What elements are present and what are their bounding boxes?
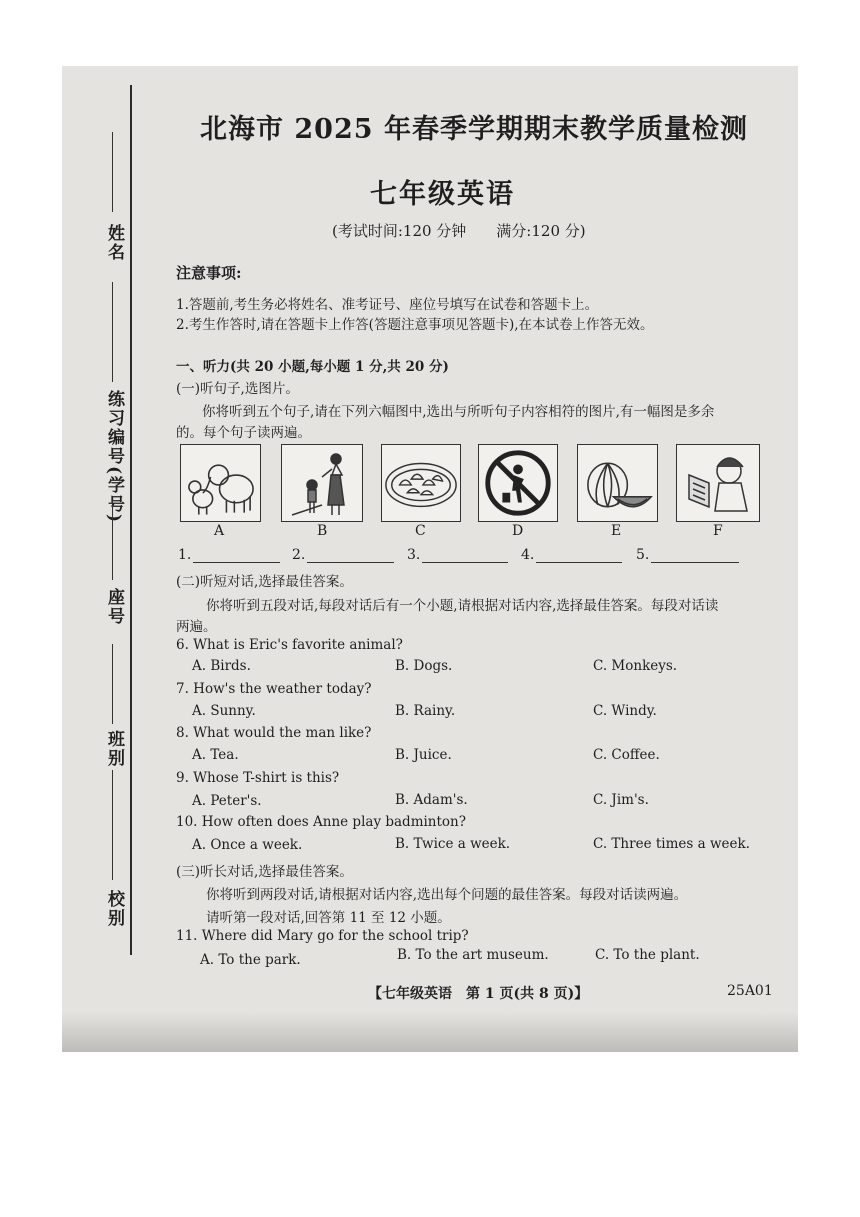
instruction-text: 的。每个句子读两遍。: [176, 425, 311, 441]
option-a[interactable]: A. Tea.: [192, 747, 239, 763]
side-blank-name: [112, 132, 113, 212]
question-text: 11. Where did Mary go for the school trip?: [176, 928, 469, 944]
picture-d: [478, 444, 558, 522]
side-blank-seat: [112, 500, 113, 580]
side-label-school: 校别: [104, 890, 124, 928]
option-a[interactable]: A. Sunny.: [192, 703, 256, 719]
part-heading: (一)听句子,选图片。: [176, 381, 299, 397]
question-text: 6. What is Eric's favorite animal?: [176, 637, 403, 653]
exam-paper-photo: [62, 66, 798, 1052]
exam-info: (考试时间:120 分钟 满分:120 分): [332, 222, 586, 240]
picture-label: F: [713, 523, 723, 539]
elephants-icon: [181, 445, 260, 521]
notes-heading: 注意事项:: [176, 264, 242, 282]
option-b[interactable]: B. Adam's.: [395, 792, 468, 808]
side-label-student-id: 练习编号(学号): [104, 390, 124, 525]
instruction-text: 你将听到五段对话,每段对话后有一个小题,请根据对话内容,选择最佳答案。每段对话读: [206, 598, 719, 614]
answer-blank[interactable]: [193, 562, 280, 563]
note-item: 1.答题前,考生务必将姓名、准考证号、座位号填写在试卷和答题卡上。: [176, 297, 599, 313]
picture-c: [381, 444, 461, 522]
paper-code: 25A01: [727, 983, 773, 999]
question-text: 8. What would the man like?: [176, 725, 372, 741]
option-c[interactable]: C. Coffee.: [593, 747, 660, 763]
section-heading: 一、听力(共 20 小题,每小题 1 分,共 20 分): [176, 359, 449, 375]
question-text: 10. How often does Anne play badminton?: [176, 814, 466, 830]
option-a[interactable]: A. To the park.: [200, 952, 301, 968]
option-a[interactable]: A. Birds.: [192, 658, 251, 674]
answer-blank[interactable]: [651, 562, 739, 563]
answer-number: 5.: [636, 547, 650, 563]
picture-label: B: [317, 523, 328, 539]
option-b[interactable]: B. Twice a week.: [395, 836, 511, 852]
exam-title: 北海市 2025 年春季学期期末教学质量检测: [200, 114, 748, 145]
side-blank-student-id: [112, 282, 113, 382]
instruction-text: 你将听到五个句子,请在下列六幅图中,选出与所听句子内容相符的图片,有一幅图是多余: [202, 404, 715, 420]
answer-number: 3.: [407, 547, 421, 563]
note-item: 2.考生作答时,请在答题卡上作答(答题注意事项见答题卡),在本试卷上作答无效。: [176, 317, 654, 333]
option-c[interactable]: C. To the plant.: [595, 947, 700, 963]
option-a[interactable]: A. Once a week.: [192, 837, 303, 853]
option-c[interactable]: C. Three times a week.: [593, 836, 750, 852]
answer-number: 4.: [521, 547, 535, 563]
option-c[interactable]: C. Monkeys.: [593, 658, 678, 674]
dumplings-icon: [382, 445, 460, 521]
part-heading: (三)听长对话,选择最佳答案。: [176, 864, 353, 880]
picture-label: A: [214, 523, 225, 539]
option-b[interactable]: B. Juice.: [395, 747, 452, 763]
side-blank-school: [112, 770, 113, 880]
answer-blank[interactable]: [536, 562, 622, 563]
side-label-seat: 座号: [104, 588, 124, 626]
side-label-class: 班别: [104, 730, 124, 768]
option-b[interactable]: B. Dogs.: [395, 658, 453, 674]
mother-child-icon: [282, 445, 362, 521]
answer-number: 2.: [292, 547, 306, 563]
picture-label: D: [512, 523, 524, 539]
paper-shadow: [62, 1012, 798, 1052]
binding-line: [130, 85, 132, 955]
picture-label: C: [415, 523, 426, 539]
page-footer: 【七年级英语 第 1 页(共 8 页)】: [368, 986, 589, 1002]
picture-b: [281, 444, 363, 522]
option-c[interactable]: C. Windy.: [593, 703, 657, 719]
option-a[interactable]: A. Peter's.: [192, 793, 262, 809]
question-text: 9. Whose T-shirt is this?: [176, 770, 340, 786]
picture-a: [180, 444, 261, 522]
option-c[interactable]: C. Jim's.: [593, 792, 649, 808]
exam-subtitle: 七年级英语: [370, 179, 515, 210]
instruction-text: 两遍。: [176, 619, 217, 635]
answer-blank[interactable]: [422, 562, 508, 563]
melons-icon: [578, 445, 657, 521]
picture-e: [577, 444, 658, 522]
side-blank-class: [112, 644, 113, 724]
answer-blank[interactable]: [307, 562, 394, 563]
no-littering-icon: [479, 445, 557, 521]
instruction-text: 你将听到两段对话,请根据对话内容,选出每个问题的最佳答案。每段对话读两遍。: [206, 887, 688, 903]
answer-number: 1.: [178, 547, 192, 563]
option-b[interactable]: B. To the art museum.: [397, 947, 549, 963]
girl-reading-icon: [677, 445, 759, 521]
picture-f: [676, 444, 760, 522]
question-text: 7. How's the weather today?: [176, 681, 372, 697]
option-b[interactable]: B. Rainy.: [395, 703, 456, 719]
picture-label: E: [611, 523, 622, 539]
part-heading: (二)听短对话,选择最佳答案。: [176, 574, 353, 590]
side-label-name: 姓名: [104, 224, 124, 262]
instruction-text: 请听第一段对话,回答第 11 至 12 小题。: [206, 910, 451, 926]
